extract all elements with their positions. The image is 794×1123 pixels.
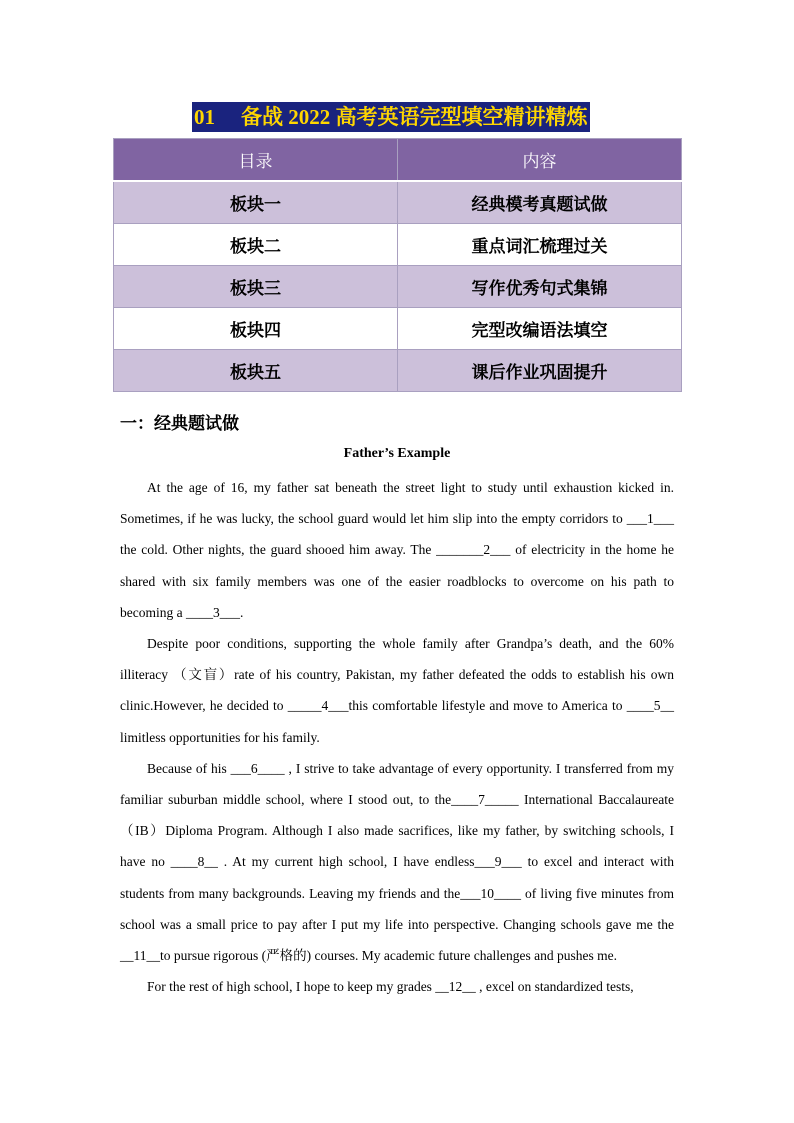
section-label: 板块四 [114,308,398,350]
title-gap [217,102,239,132]
table-row [114,350,682,392]
paragraph: Despite poor conditions, supporting the whole family after Grandpa’s death, and the 60% illiteracy （文盲）rate of his country, Pakistan, my father defeated the odds to establish his own clinic.However, he decided to _____4___this comfortable lifestyle and move to America to ____5__ limitless opportunities for his family. [120,636,674,745]
section-heading: 一：经典题试做 [120,414,239,433]
header-directory: 目录 [114,139,398,182]
passage-title: Father’s Example [343,446,451,461]
table-row [114,266,682,308]
section-content: 重点词汇梳理过关 [398,224,682,266]
section-content: 课后作业巩固提升 [398,350,682,392]
section-label: 板块一 [114,181,398,224]
title-number: 01 [192,102,217,132]
title-text: 备战 2022 高考英语完型填空精讲精炼 [239,102,590,132]
passage-body [120,472,674,1002]
paragraph: Because of his ___6____ , I strive to take advantage of every opportunity. I transferred from my familiar suburban middle school, where I stood out, to the____7_____ International Baccalaureate（IB）Diploma Program. Although I also made sacrifices, like my father, by switching schools, I have no ____8__ . At my current high school, I have endless___9___ to excel and interact with students from many backgrounds. Leaving my friends and the___10____ of living five minutes from school was a small price to pay after I put my life into perspective. Changing schools gave me the __11__to pursue rigorous (严格的) courses. My academic future challenges and pushes me. [120,760,674,964]
section-content: 经典模考真题试做 [398,181,682,224]
table-row [114,181,682,224]
contents-table [113,138,682,392]
section-content: 完型改编语法填空 [398,308,682,350]
section-label: 板块三 [114,266,398,308]
contents-header-row [114,139,682,182]
table-row [114,224,682,266]
table-row [114,308,682,350]
section-label: 板块五 [114,350,398,392]
header-content: 内容 [398,139,682,182]
paragraph: At the age of 16, my father sat beneath the street light to study until exhaustion kicked in. Sometimes, if he was lucky, the school guard would let him slip into the empty corridors to ___1___ the cold. Other nights, the guard shooed him away. The _______2___ of electricity in the home he shared with six family members was one of the easier roadblocks to overcome on his path to becoming a ____3___. [120,480,674,620]
document-title [192,102,590,132]
section-label: 板块二 [114,224,398,266]
paragraph: For the rest of high school, I hope to keep my grades __12__ , excel on standardized tests, [147,979,634,995]
section-content: 写作优秀句式集锦 [398,266,682,308]
